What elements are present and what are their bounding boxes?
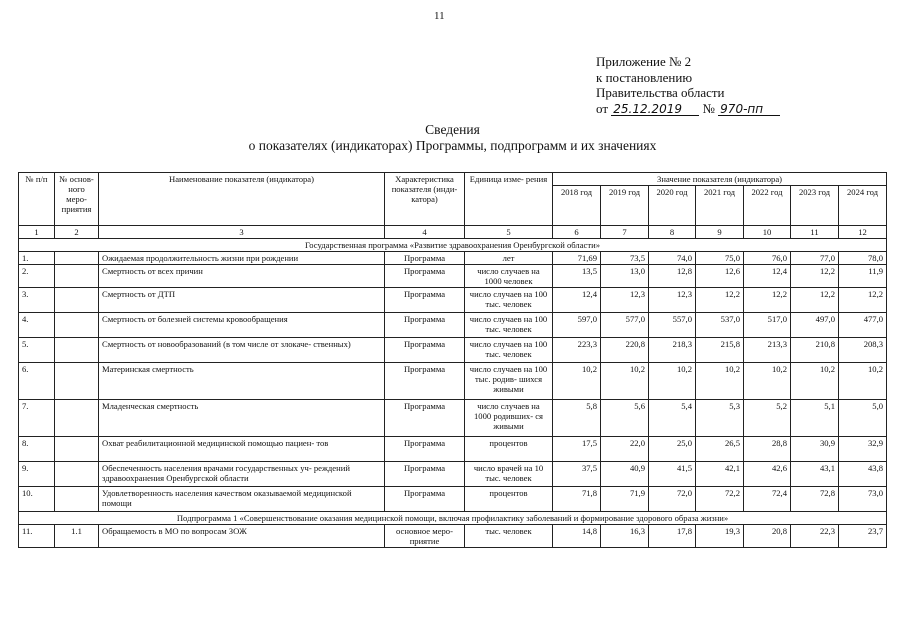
row-characteristic: основное меро- приятие — [385, 525, 465, 548]
row-value: 5,2 — [744, 400, 791, 437]
page-number: 11 — [434, 10, 445, 22]
row-indicator-name: Смертность от болезней системы кровообращения — [99, 313, 385, 338]
row-value: 17,5 — [553, 437, 601, 462]
row-characteristic: Программа — [385, 437, 465, 462]
row-value: 73,0 — [839, 487, 887, 512]
row-indicator-name: Обеспеченность населения врачами государственных уч- реждений здравоохранения Оренбургской области — [99, 462, 385, 487]
row-value: 5,1 — [791, 400, 839, 437]
row-value: 42,6 — [744, 462, 791, 487]
row-value: 12,3 — [649, 288, 696, 313]
row-value: 577,0 — [601, 313, 649, 338]
table-row — [19, 313, 887, 338]
program-title: Государственная программа «Развитие здравоохранения Оренбургской области» — [19, 239, 887, 252]
row-measure-number — [55, 338, 99, 363]
row-characteristic: Программа — [385, 265, 465, 288]
row-number: 9. — [19, 462, 55, 487]
document-title — [0, 122, 905, 154]
row-value: 78,0 — [839, 252, 887, 265]
row-indicator-name: Смертность от всех причин — [99, 265, 385, 288]
row-value: 41,5 — [649, 462, 696, 487]
row-measure-number — [55, 363, 99, 400]
header-unit: Единица изме- рения — [465, 173, 553, 226]
row-value: 12,6 — [696, 265, 744, 288]
row-value: 16,3 — [601, 525, 649, 548]
table-row — [19, 363, 887, 400]
header-characteristic: Характеристика показателя (инди- катора) — [385, 173, 465, 226]
row-unit: лет — [465, 252, 553, 265]
row-value: 72,0 — [649, 487, 696, 512]
row-value: 28,8 — [744, 437, 791, 462]
header-year: 2021 год — [696, 186, 744, 226]
table-row — [19, 288, 887, 313]
row-value: 37,5 — [553, 462, 601, 487]
column-index: 9 — [696, 226, 744, 239]
row-value: 43,8 — [839, 462, 887, 487]
row-characteristic: Программа — [385, 487, 465, 512]
column-index: 3 — [99, 226, 385, 239]
header-value-group: Значение показателя (индикатора) — [553, 173, 887, 186]
appendix-block — [596, 54, 780, 116]
header-num: № п/п — [19, 173, 55, 226]
row-value: 5,6 — [601, 400, 649, 437]
appendix-date-line — [596, 101, 780, 117]
row-number: 10. — [19, 487, 55, 512]
row-measure-number — [55, 400, 99, 437]
row-value: 13,0 — [601, 265, 649, 288]
row-number: 2. — [19, 265, 55, 288]
row-value: 12,2 — [791, 265, 839, 288]
handwritten-date: 25.12.2019 — [611, 103, 699, 116]
column-index: 10 — [744, 226, 791, 239]
row-value: 12,3 — [601, 288, 649, 313]
row-value: 10,2 — [744, 363, 791, 400]
handwritten-number: 970-пп — [718, 103, 780, 116]
column-index: 12 — [839, 226, 887, 239]
row-measure-number — [55, 487, 99, 512]
row-measure-number — [55, 437, 99, 462]
header-year: 2023 год — [791, 186, 839, 226]
title-line-2: о показателях (индикаторах) Программы, подпрограмм и их значениях — [248, 138, 657, 153]
row-value: 26,5 — [696, 437, 744, 462]
column-index: 4 — [385, 226, 465, 239]
appendix-title: Приложение № 2 — [596, 54, 692, 69]
row-unit: число случаев на 100 тыс. человек — [465, 338, 553, 363]
row-value: 14,8 — [553, 525, 601, 548]
subprogram-section-row — [19, 512, 887, 525]
row-value: 10,2 — [601, 363, 649, 400]
row-value: 5,3 — [696, 400, 744, 437]
row-value: 19,3 — [696, 525, 744, 548]
row-value: 517,0 — [744, 313, 791, 338]
row-indicator-name: Смертность от ДТП — [99, 288, 385, 313]
row-value: 42,1 — [696, 462, 744, 487]
row-value: 76,0 — [744, 252, 791, 265]
table-row — [19, 437, 887, 462]
row-value: 10,2 — [649, 363, 696, 400]
row-value: 73,5 — [601, 252, 649, 265]
row-value: 23,7 — [839, 525, 887, 548]
subprogram-title: Подпрограмма 1 «Совершенствование оказания медицинской помощи, включая профилактику заболеваний и формирование здорового образа жизни» — [19, 512, 887, 525]
column-index: 11 — [791, 226, 839, 239]
row-value: 11,9 — [839, 265, 887, 288]
row-measure-number — [55, 288, 99, 313]
row-number: 7. — [19, 400, 55, 437]
header-year: 2022 год — [744, 186, 791, 226]
row-indicator-name: Ожидаемая продолжительность жизни при рождении — [99, 252, 385, 265]
row-value: 12,2 — [839, 288, 887, 313]
header-year: 2020 год — [649, 186, 696, 226]
row-measure-number — [55, 265, 99, 288]
row-value: 30,9 — [791, 437, 839, 462]
column-index: 8 — [649, 226, 696, 239]
row-value: 72,8 — [791, 487, 839, 512]
row-indicator-name: Обращаемость в МО по вопросам ЗОЖ — [99, 525, 385, 548]
row-value: 71,9 — [601, 487, 649, 512]
row-unit: число случаев на 1000 родивших- ся живыми — [465, 400, 553, 437]
row-value: 208,3 — [839, 338, 887, 363]
row-value: 218,3 — [649, 338, 696, 363]
row-unit: тыс. человек — [465, 525, 553, 548]
row-value: 71,8 — [553, 487, 601, 512]
row-characteristic: Программа — [385, 338, 465, 363]
row-value: 12,2 — [744, 288, 791, 313]
row-value: 220,8 — [601, 338, 649, 363]
table-row — [19, 525, 887, 548]
row-unit: число случаев на 100 тыс. родив- шихся живыми — [465, 363, 553, 400]
row-number: 11. — [19, 525, 55, 548]
row-value: 12,2 — [696, 288, 744, 313]
row-indicator-name: Младенческая смертность — [99, 400, 385, 437]
program-rows — [19, 252, 887, 512]
row-characteristic: Программа — [385, 313, 465, 338]
row-value: 72,4 — [744, 487, 791, 512]
row-characteristic: Программа — [385, 400, 465, 437]
header-year: 2018 год — [553, 186, 601, 226]
row-value: 13,5 — [553, 265, 601, 288]
row-value: 43,1 — [791, 462, 839, 487]
row-unit: число случаев на 1000 человек — [465, 265, 553, 288]
header-year: 2019 год — [601, 186, 649, 226]
row-value: 12,4 — [744, 265, 791, 288]
row-value: 213,3 — [744, 338, 791, 363]
column-index: 6 — [553, 226, 601, 239]
row-value: 10,2 — [791, 363, 839, 400]
title-line-1: Сведения — [425, 122, 480, 137]
number-label: № — [702, 100, 715, 116]
row-indicator-name: Удовлетворенность населения качеством оказываемой медицинской помощи — [99, 487, 385, 512]
row-unit: процентов — [465, 487, 553, 512]
row-value: 75,0 — [696, 252, 744, 265]
row-value: 22,3 — [791, 525, 839, 548]
row-characteristic: Программа — [385, 462, 465, 487]
appendix-reference: к постановлению — [596, 69, 693, 85]
row-unit: число врачей на 10 тыс. человек — [465, 462, 553, 487]
row-value: 223,3 — [553, 338, 601, 363]
row-value: 557,0 — [649, 313, 696, 338]
row-value: 537,0 — [696, 313, 744, 338]
subprogram-rows — [19, 525, 887, 548]
table-row — [19, 252, 887, 265]
row-value: 25,0 — [649, 437, 696, 462]
row-characteristic: Программа — [385, 252, 465, 265]
row-unit: процентов — [465, 437, 553, 462]
row-indicator-name: Смертность от новообразований (в том числе от злокаче- ственных) — [99, 338, 385, 363]
row-value: 597,0 — [553, 313, 601, 338]
row-value: 215,8 — [696, 338, 744, 363]
indicators-table — [18, 172, 887, 548]
row-value: 17,8 — [649, 525, 696, 548]
from-label: от — [596, 100, 609, 116]
row-measure-number — [55, 313, 99, 338]
row-value: 5,8 — [553, 400, 601, 437]
row-number: 1. — [19, 252, 55, 265]
row-measure-number — [55, 252, 99, 265]
table-row — [19, 338, 887, 363]
row-value: 77,0 — [791, 252, 839, 265]
table-row — [19, 487, 887, 512]
row-unit: число случаев на 100 тыс. человек — [465, 288, 553, 313]
column-index: 1 — [19, 226, 55, 239]
row-value: 5,0 — [839, 400, 887, 437]
row-value: 71,69 — [553, 252, 601, 265]
row-value: 12,8 — [649, 265, 696, 288]
row-measure-number: 1.1 — [55, 525, 99, 548]
row-value: 5,4 — [649, 400, 696, 437]
table-row — [19, 400, 887, 437]
column-index: 2 — [55, 226, 99, 239]
appendix-authority: Правительства области — [596, 85, 725, 100]
row-value: 40,9 — [601, 462, 649, 487]
column-index: 7 — [601, 226, 649, 239]
row-value: 210,8 — [791, 338, 839, 363]
table-row — [19, 265, 887, 288]
row-number: 3. — [19, 288, 55, 313]
row-value: 10,2 — [553, 363, 601, 400]
header-name: Наименование показателя (индикатора) — [99, 173, 385, 226]
row-number: 8. — [19, 437, 55, 462]
column-index-row — [19, 226, 887, 239]
row-characteristic: Программа — [385, 288, 465, 313]
row-characteristic: Программа — [385, 363, 465, 400]
row-measure-number — [55, 462, 99, 487]
header-row — [19, 173, 887, 186]
table-row — [19, 462, 887, 487]
row-value: 12,4 — [553, 288, 601, 313]
row-value: 12,2 — [791, 288, 839, 313]
row-value: 497,0 — [791, 313, 839, 338]
row-value: 20,8 — [744, 525, 791, 548]
header-year: 2024 год — [839, 186, 887, 226]
program-section-row — [19, 239, 887, 252]
row-number: 5. — [19, 338, 55, 363]
row-number: 4. — [19, 313, 55, 338]
column-index: 5 — [465, 226, 553, 239]
row-value: 22,0 — [601, 437, 649, 462]
header-measure-num: № основ- ного меро- приятия — [55, 173, 99, 226]
row-indicator-name: Материнская смертность — [99, 363, 385, 400]
row-value: 477,0 — [839, 313, 887, 338]
row-value: 10,2 — [696, 363, 744, 400]
row-value: 32,9 — [839, 437, 887, 462]
row-unit: число случаев на 100 тыс. человек — [465, 313, 553, 338]
row-number: 6. — [19, 363, 55, 400]
row-value: 10,2 — [839, 363, 887, 400]
row-value: 74,0 — [649, 252, 696, 265]
row-indicator-name: Охват реабилитационной медицинской помощью пациен- тов — [99, 437, 385, 462]
row-value: 72,2 — [696, 487, 744, 512]
